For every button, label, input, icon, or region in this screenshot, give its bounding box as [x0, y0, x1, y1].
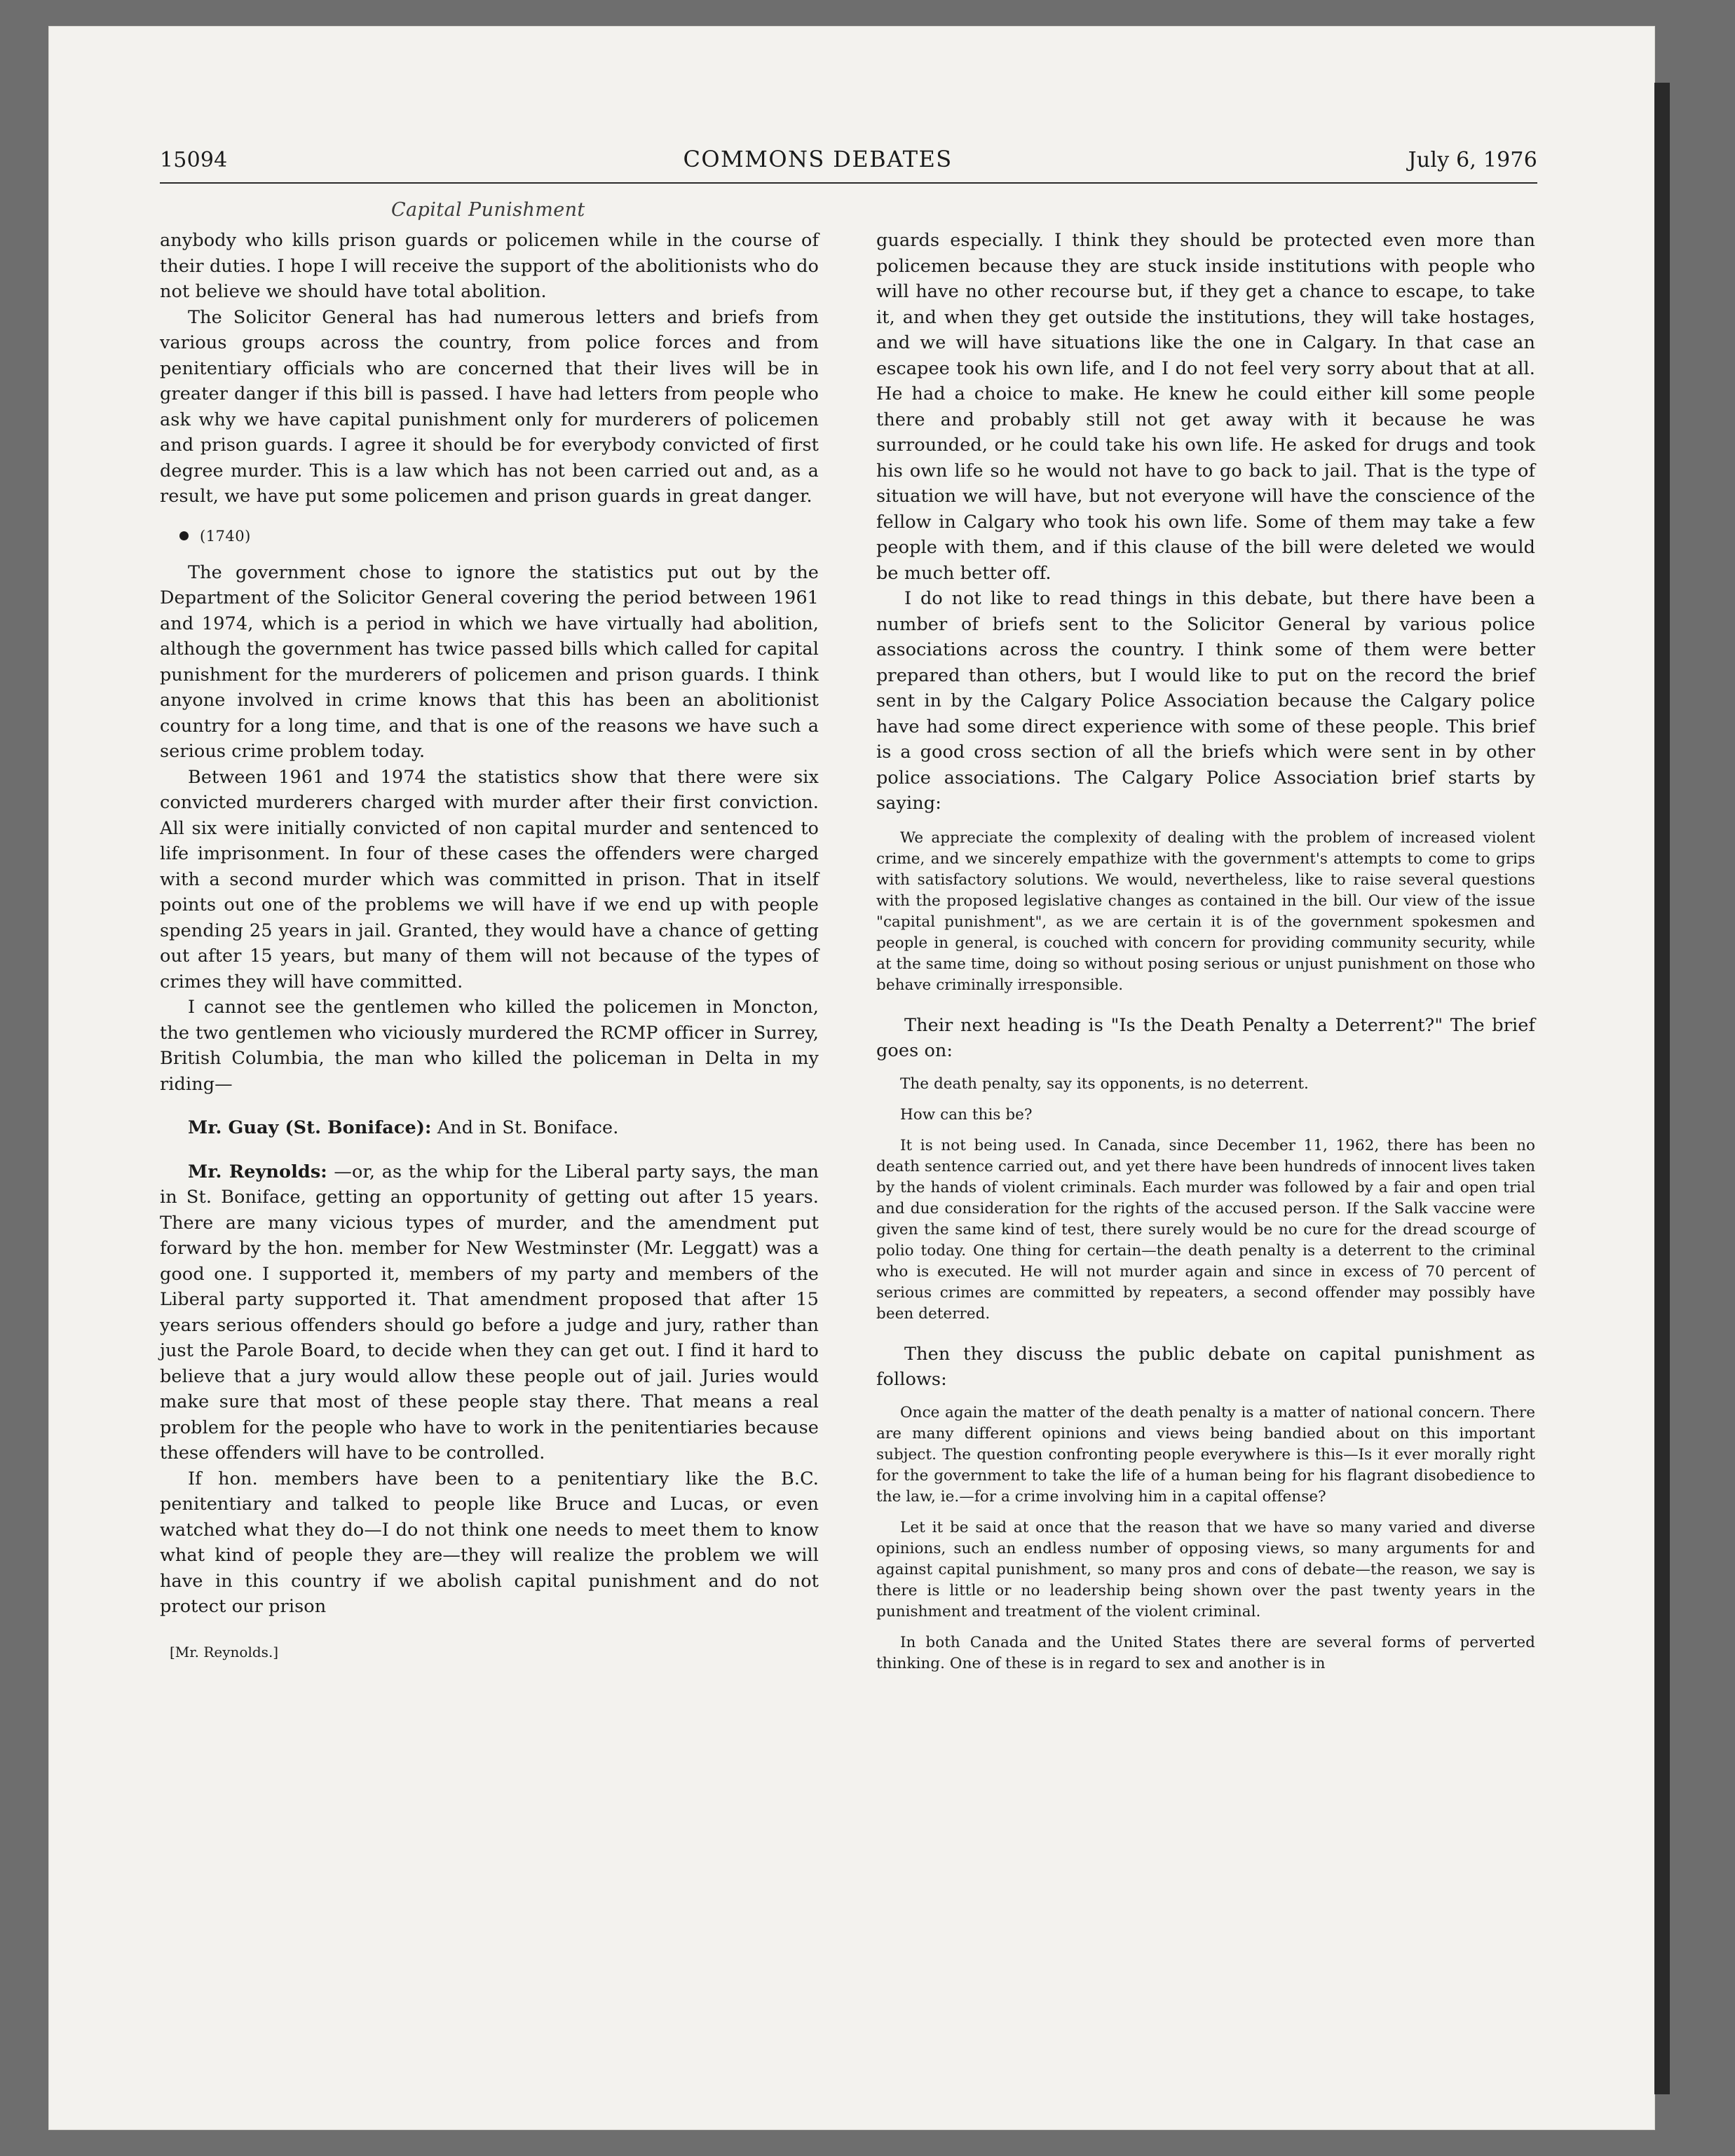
page-header: [160, 146, 1537, 172]
speech-text: And in St. Boniface.: [431, 1117, 619, 1138]
paragraph: Their next heading is "Is the Death Penalty a Deterrent?" The brief goes on:: [876, 1014, 1535, 1061]
paragraph: Between 1961 and 1974 the statistics show that there were six convicted murderers charged with murder after their first conviction. All six were initially convicted of non capital murder and sentenced to life imprisonment. In four of these cases the offenders were charged with a second murder which was committed in prison. That in itself points out one of the problems we will have if we end up with people spending 25 years in jail. Granted, they would have a chance of getting out after 15 years, but many of them will not because of the types of crimes they will have committed.: [160, 766, 819, 992]
paragraph: If hon. members have been to a penitentiary like the B.C. penitentiary and talked to people like Bruce and Lucas, or even watched what they do—I do not think one needs to meet them to know what kind of people they are—they will realize the problem we will have in this country if we abolish capital punishment and do not protect our prison: [160, 1468, 819, 1617]
spacer: [876, 1393, 1535, 1403]
header-rule: [160, 182, 1537, 184]
continuation-note: [Mr. Reynolds.]: [170, 1643, 279, 1660]
header-date: July 6, 1976: [1408, 148, 1537, 172]
spacer: [876, 1095, 1535, 1105]
speaker-name: Mr. Reynolds:: [188, 1161, 327, 1182]
header-publication-title: COMMONS DEBATES: [683, 146, 953, 172]
interjection-paragraph: [160, 1115, 819, 1141]
left-column: [160, 228, 819, 1674]
speech-text: —or, as the whip for the Liberal party says, the man in St. Boniface, getting an opportunity of getting out after 15 years. There are many vicious types of murder, and the amendment put forward by the hon. member for New Westminster (Mr. Leggatt) was a good one. I supported it, members of my party and members of the Liberal party supported it. That amendment proposed that after 15 years serious offenders should go before a judge and jury, rather than just the Parole Board, to decide when they can get out. I find it hard to believe that a jury would allow these people out of jail. Juries would make sure that most of these people stay there. That means a real problem for the people who have to work in the penitentiaries because these offenders will have to be controlled.: [160, 1161, 819, 1464]
paragraph: Then they discuss the public debate on capital punishment as follows:: [876, 1343, 1535, 1390]
spacer: [876, 1126, 1535, 1135]
document-page: [49, 27, 1654, 2129]
blockquote: How can this be?: [900, 1105, 1033, 1124]
paragraph: I cannot see the gentlemen who killed the policemen in Moncton, the two gentlemen who viciously murdered the RCMP officer in Surrey, British Columbia, the man who killed the policeman in Delta in my riding—: [160, 997, 819, 1095]
spacer: [876, 1325, 1535, 1342]
time-marker: [160, 528, 819, 545]
header-page-number: 15094: [160, 148, 228, 172]
paragraph: guards especially. I think they should be protected even more than policemen because they are stuck inside institutions with people who will have no other recourse but, if they get a chance to escape, to take it, and when they get outside the institutions, they will take hostages, and we will have situations like the one in Calgary. In that case an escapee took his own life, and I do not feel very sorry about that at all. He had a choice to make. He knew he could either kill some people there and probably still not get away with it because he was surrounded, or he could take his own life. He asked for drugs and took his own life so he would not have to go back to jail. That is the type of situation we will have, but not everyone will have the conscience of the fellow in Calgary who took his own life. Some of them may take a few people with them, and if this clause of the bill were deleted we would be much better off.: [876, 230, 1535, 584]
blockquote: The death penalty, say its opponents, is no deterrent.: [900, 1074, 1309, 1093]
spacer: [876, 817, 1535, 825]
two-column-body: [160, 228, 1537, 1674]
spacer: [876, 996, 1535, 1013]
paragraph: The government chose to ignore the statistics put out by the Department of the Solicitor General covering the period between 1961 and 1974, which is a period in which we have virtually had abolition, although the government has twice passed bills which called for capital punishment for the murderers of policemen and prison guards. I think anyone involved in crime knows that this has been an abolitionist country for a long time, and that is one of the reasons we have such a serious crime problem today.: [160, 561, 819, 762]
speech-paragraph: [160, 1159, 819, 1466]
paragraph: anybody who kills prison guards or policemen while in the course of their duties. I hope I will receive the support of the abolitionists who do not believe we should have total abolition.: [160, 230, 819, 302]
page-content: [160, 146, 1537, 1674]
blockquote: Once again the matter of the death penalty is a matter of national concern. There are many different opinions and views being bandied about on this important subject. The question confronting people everywhere is this—Is it ever morally right for the government to take the life of a human being for his flagrant disobedience to the law, ie.—for a crime involving him in a capital offense?: [876, 1403, 1535, 1506]
paragraph: I do not like to read things in this debate, but there have been a number of briefs sent to the Solicitor General by various police associations across the country. I think some of them were better prepared than others, but I would like to put on the record the brief sent in by the Calgary Police Association because the Calgary police have had some direct experience with some of these people. This brief is a good cross section of all the briefs which were sent in by other police associations. The Calgary Police Association brief starts by saying:: [876, 588, 1535, 814]
bullet-dot-icon: [179, 531, 189, 540]
blockquote: It is not being used. In Canada, since December 11, 1962, there has been no death sentence carried out, and yet there have been hundreds of innocent lives taken by the hands of violent criminals. Each murder was followed by a fair and open trial and due consideration for the rights of the accused person. If the Salk vaccine were given the same kind of test, there surely would be no cure for the dread scourge of polio today. One thing for certain—the death penalty is a deterrent to the criminal who is executed. He will not murder again and since in excess of 70 percent of serious crimes are committed by repeaters, a second offender may possibly have been deterred.: [876, 1136, 1535, 1323]
time-marker-label: (1740): [200, 527, 251, 545]
blockquote: In both Canada and the United States there are several forms of perverted thinking. One of these is in regard to sex and another is in: [876, 1633, 1535, 1672]
spacer: [876, 1064, 1535, 1074]
right-column: [876, 228, 1535, 1674]
spacer: [876, 1508, 1535, 1517]
book-spine-shadow: [1654, 83, 1670, 2094]
spacer: [876, 1623, 1535, 1632]
paragraph: The Solicitor General has had numerous letters and briefs from various groups across the country, from police forces and from penitentiary officials who are concerned that their lives will be in greater danger if this bill is passed. I have had letters from people who ask why we have capital punishment only for murderers of policemen and prison guards. I agree it should be for everybody convicted of first degree murder. This is a law which has not been carried out and, as a result, we have put some policemen and prison guards in great danger.: [160, 306, 819, 507]
running-head-topic: Capital Punishment: [391, 199, 585, 221]
blockquote: Let it be said at once that the reason that we have so many varied and diverse opinions, such an endless number of opposing views, so many arguments for and against capital punishment, so many pros and cons of debate—the reason, we say is there is little or no leadership being shown over the past twenty years in the punishment and treatment of the violent criminal.: [876, 1518, 1535, 1621]
speaker-name: Mr. Guay (St. Boniface):: [188, 1117, 432, 1138]
blockquote: We appreciate the complexity of dealing with the problem of increased violent crime, and we sincerely empathize with the government's attempts to come to grips with satisfactory solutions. We would, nevertheless, like to raise several questions with the proposed legislative changes as contained in the bill. Our view of the issue "capital punishment", as we are certain it is of the government spokesmen and people in general, is couched with concern for providing community security, while at the same time, doing so without posing serious or unjust punishment on those who behave criminally irresponsible.: [876, 828, 1535, 994]
